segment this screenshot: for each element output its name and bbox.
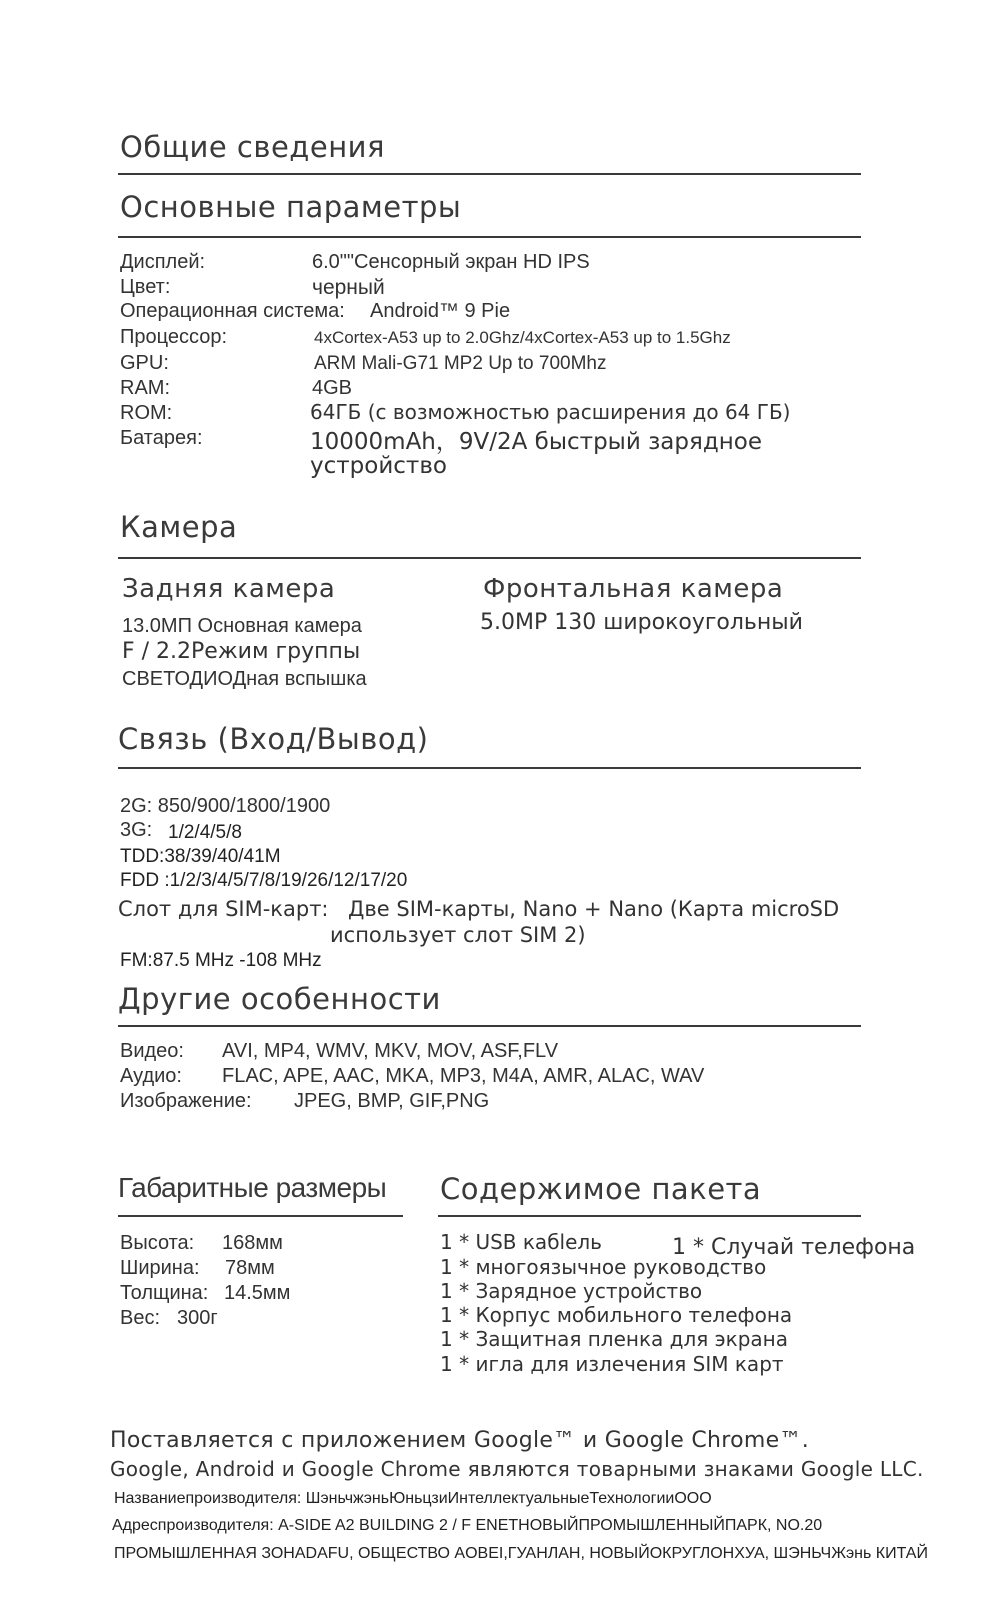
spec-value-os: Android™ 9 Pie	[370, 300, 511, 322]
feature-label-audio: Аудио:	[120, 1065, 182, 1087]
spec-value-gpu: ARM Mali-G71 MP2 Up to 700Mhz	[314, 353, 607, 374]
front-camera-title: Фронтальная камера	[483, 574, 784, 604]
sim-slot-value: Две SIM-карты, Nano + Nano (Карта microSD	[348, 897, 840, 921]
sim-slot-label: Слот для SIM-карт:	[118, 897, 329, 921]
divider	[118, 173, 861, 175]
dim-label-thickness: Толщина:	[120, 1282, 209, 1304]
dim-value-thickness: 14.5мм	[224, 1282, 291, 1304]
section-title-camera: Камера	[120, 510, 238, 544]
spec-value-battery: 10000mAh，9V/2A быстрый зарядное	[310, 429, 763, 455]
package-item: 1 * Зарядное устройство	[440, 1279, 703, 1303]
section-title-basic: Основные параметры	[120, 190, 462, 224]
section-title-other: Другие особенности	[118, 982, 441, 1016]
feature-value-image: JPEG, BMP, GIF,PNG	[294, 1090, 490, 1112]
divider	[438, 1215, 861, 1217]
package-item: 1 * Корпус мобильного телефона	[440, 1303, 793, 1327]
section-title-dimensions: Габаритные размеры	[118, 1172, 387, 1203]
footer-trademarks: Google, Android и Google Chrome являются товарными знаками Google LLC.	[110, 1457, 924, 1481]
feature-label-image: Изображение:	[120, 1090, 252, 1112]
package-item: 1 * USB кабlель	[440, 1230, 602, 1254]
band-3g-value: 1/2/4/5/8	[168, 822, 242, 843]
dim-value-height: 168мм	[222, 1232, 283, 1254]
spec-label-ram: RAM:	[120, 377, 170, 399]
divider	[118, 1215, 403, 1217]
dim-label-weight: Вес:	[120, 1307, 161, 1329]
divider	[118, 236, 861, 238]
footer-google-apps: Поставляется с приложением Google™ и Google Chrome™.	[110, 1428, 810, 1453]
spec-label-battery: Батарея:	[120, 427, 203, 449]
spec-label-display: Дисплей:	[120, 251, 206, 273]
front-camera-spec: 5.0MP 130 широкоугольный	[480, 610, 803, 635]
divider	[118, 767, 861, 769]
divider	[118, 1025, 861, 1027]
package-item: 1 * многоязычное руководство	[440, 1255, 767, 1279]
sim-slot-value-cont: использует слот SIM 2)	[330, 923, 586, 947]
band-3g-label: 3G:	[120, 819, 153, 841]
spec-value-rom: 64ГБ (с возможностью расширения до 64 ГБ)	[310, 400, 791, 424]
spec-label-color: Цвет:	[120, 276, 171, 298]
dim-label-width: Ширина:	[120, 1257, 200, 1279]
dim-value-weight: 300г	[177, 1307, 218, 1329]
footer-manufacturer-address: Адреспроизводителя: A-SIDE A2 BUILDING 2 / F ENETНОВЫЙПРОМЫШЛЕННЫЙПАРК, NO.20	[112, 1517, 823, 1534]
section-title-package: Содержимое пакета	[440, 1172, 762, 1206]
spec-value-color: черный	[312, 276, 385, 299]
spec-value-battery-cont: устройство	[310, 453, 447, 479]
package-item: 1 * игла для излечения SIM карт	[440, 1352, 784, 1376]
rear-camera-flash: СВЕТОДИОДная вспышка	[122, 668, 367, 690]
band-2g: 2G: 850/900/1800/1900	[120, 795, 331, 817]
feature-value-video: AVI, MP4, WMV, MKV, MOV, ASF,FLV	[222, 1040, 559, 1062]
fm-radio: FM:87.5 MHz -108 MHz	[120, 950, 322, 971]
spec-label-cpu: Процессор:	[120, 326, 228, 348]
section-title-connectivity: Связь (Вход/Вывод)	[118, 722, 429, 756]
dim-value-width: 78мм	[225, 1257, 275, 1279]
package-item: 1 * Защитная пленка для экрана	[440, 1327, 788, 1351]
spec-label-gpu: GPU:	[120, 352, 169, 374]
package-item: 1 * Случай телефона	[672, 1235, 916, 1260]
spec-value-ram: 4GB	[312, 377, 353, 399]
band-fdd: FDD :1/2/3/4/5/7/8/19/26/12/17/20	[120, 870, 408, 891]
divider	[118, 557, 861, 559]
footer-manufacturer-address-cont: ПРОМЫШЛЕННАЯ ЗОНАDAFU, ОБЩЕСТВО AOBEI,ГУАНЛАН, НОВЫЙОКРУГЛОНХУА, ШЭНЬЧЖэнь КИТАЙ	[114, 1545, 928, 1562]
rear-camera-title: Задняя камера	[122, 574, 336, 604]
spec-value-display: 6.0""Сенсорный экран HD IPS	[312, 251, 590, 273]
rear-camera-aperture: F / 2.2Режим группы	[122, 639, 361, 664]
section-title-general: Общие сведения	[120, 130, 385, 164]
spec-label-os: Операционная система:	[120, 300, 345, 322]
spec-value-cpu: 4xCortex-A53 up to 2.0Ghz/4xCortex-A53 up to 1.5Ghz	[314, 328, 731, 347]
footer-manufacturer-name: Названиепроизводителя: ШэньчжэньЮньцзиИнтеллектуальныеТехнологииООО	[114, 1490, 712, 1507]
band-tdd: TDD:38/39/40/41M	[120, 846, 281, 867]
feature-value-audio: FLAC, APE, AAC, MKA, MP3, M4A, AMR, ALAC, WAV	[222, 1065, 705, 1087]
rear-camera-main: 13.0МП Основная камера	[122, 615, 362, 637]
spec-label-rom: ROM:	[120, 402, 173, 424]
dim-label-height: Высота:	[120, 1232, 195, 1254]
feature-label-video: Видео:	[120, 1040, 184, 1062]
